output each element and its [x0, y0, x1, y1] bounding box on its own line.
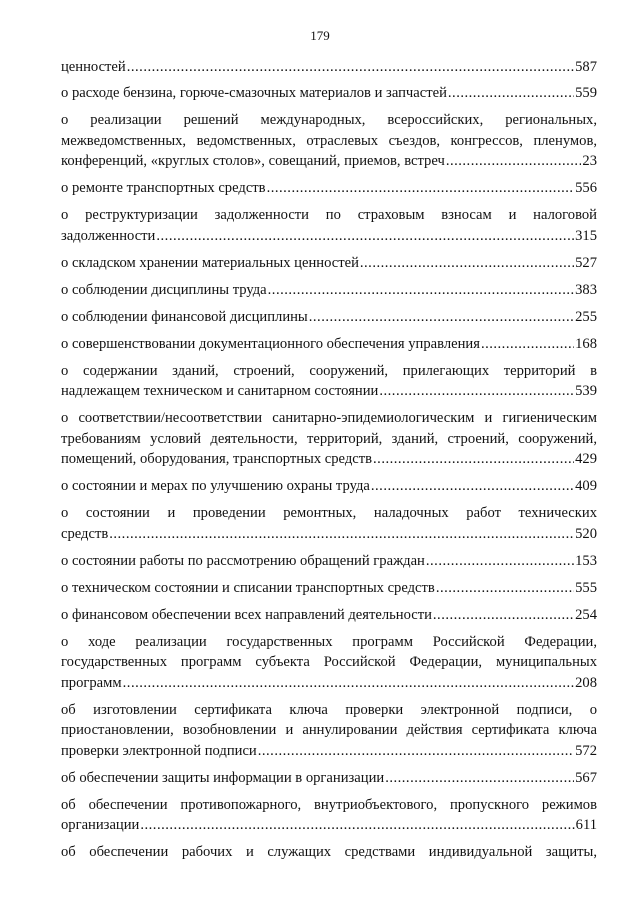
index-entry-last-line [61, 178, 597, 199]
index-entry-line: о реструктуризации задолженности по страховым взносам и налоговой [61, 207, 597, 223]
index-entry-text [61, 700, 597, 762]
index-entry-last-line [61, 226, 597, 247]
index-entry [61, 307, 597, 328]
index-entry [61, 205, 597, 246]
dot-leader [433, 605, 574, 626]
index-entry [61, 842, 597, 863]
index-entry [61, 253, 597, 274]
index-entry-title: о соблюдении финансовой дисциплины [61, 308, 308, 325]
index-entry-text [61, 842, 597, 863]
index-entry-title: о складском хранении материальных ценностей [61, 254, 359, 271]
index-entry [61, 110, 597, 172]
index-entry [61, 408, 597, 470]
index-entry-text [61, 334, 597, 355]
index-entry-title: программ [61, 674, 122, 691]
index-entry [61, 57, 597, 78]
index-entry-line: приостановлении, возобновлении и аннулировании действия сертификата ключа [61, 722, 597, 738]
index-entry-last-line [61, 551, 597, 572]
index-entry [61, 503, 597, 544]
index-entry-title: о совершенствовании документационного обеспечения управления [61, 335, 480, 352]
index-entry-title: организации [61, 817, 140, 833]
index-entry-title: помещений, оборудования, транспортных средств [61, 451, 373, 467]
index-entry-text [61, 605, 597, 626]
index-entry-text [61, 768, 597, 789]
index-entry-text [61, 795, 597, 836]
index-entry [61, 476, 597, 497]
index-entry-line: о содержании зданий, строений, сооружений, прилегающих территорий в [61, 362, 597, 379]
dot-leader [446, 151, 582, 172]
index-entry-text [61, 205, 597, 246]
index-entry-title: о ремонте транспортных средств [61, 180, 266, 196]
index-entry-page-number: 315 [575, 227, 597, 244]
index-entry-text [61, 578, 597, 599]
index-entry-page-number: 555 [575, 579, 597, 596]
index-entry-title: о соблюдении дисциплины труда [61, 281, 267, 298]
index-entry-last-line [61, 741, 597, 762]
index-entry-last-line [61, 253, 597, 274]
index-entry-last-line [61, 815, 597, 836]
index-entry [61, 795, 597, 836]
index-entry [61, 700, 597, 762]
dot-leader [379, 381, 574, 402]
index-entry-title: проверки электронной подписи [61, 742, 257, 759]
index-entry [61, 83, 597, 104]
index-entry-page-number: 559 [575, 85, 597, 101]
index-entry [61, 361, 597, 402]
index-entry-text [61, 178, 597, 199]
index-entry-line: о соответствии/несоответствии санитарно-эпидемиологическим и гигиеническим [61, 410, 597, 426]
index-entry-page-number: 409 [575, 478, 597, 494]
index-entry-title: конференций, «круглых столов», совещаний, приемов, встреч [61, 153, 445, 169]
index-entry-title: о расходе бензина, горюче-смазочных материалов и запчастей [61, 85, 447, 101]
index-entry-page-number: 587 [575, 59, 597, 75]
index-entry-last-line [61, 605, 597, 626]
page-number: 179 [310, 28, 330, 43]
index-entry-page-number: 611 [575, 817, 597, 833]
index-entry-title: надлежащем техническом и санитарном состоянии [61, 383, 379, 399]
index-entry [61, 551, 597, 572]
index-entry [61, 768, 597, 789]
index-entry-page-number: 567 [575, 769, 597, 786]
index-entry-text [61, 551, 597, 572]
dot-leader [258, 741, 574, 762]
index-entry-title: о финансовом обеспечении всех направлений деятельности [61, 606, 432, 623]
index-entry-page-number: 168 [575, 335, 597, 352]
dot-leader [448, 83, 574, 104]
dot-leader [436, 578, 574, 599]
index-entry-page-number: 254 [575, 606, 597, 623]
index-entry-page-number: 23 [582, 153, 597, 169]
index-entry-last-line [61, 334, 597, 355]
index-entry-last-line [61, 280, 597, 301]
index-entry-title: о состоянии и мерах по улучшению охраны труда [61, 478, 370, 494]
dot-leader [385, 768, 574, 789]
index-entry-last-line [61, 578, 597, 599]
index-entry-title: ценностей [61, 59, 126, 75]
index-entry-text [61, 83, 597, 104]
index-entry-page-number: 527 [575, 254, 597, 271]
index-entry-text [61, 476, 597, 497]
index-entry-line: об обеспечении рабочих и служащих средствами индивидуальной защиты, [61, 844, 597, 860]
index-entry-text [61, 280, 597, 301]
index-entry [61, 334, 597, 355]
index-entry-last-line [61, 673, 597, 694]
index-entry-last-line [61, 449, 597, 470]
index-entry-page-number: 520 [575, 525, 597, 542]
dot-leader [360, 253, 574, 274]
dot-leader [268, 280, 574, 301]
index-entry-text [61, 361, 597, 402]
index-entry-title: о техническом состоянии и списании транспортных средств [61, 579, 435, 596]
dot-leader [127, 57, 574, 78]
index-entry [61, 632, 597, 694]
index-entry-last-line [61, 57, 597, 78]
index-entry-line: требованиям условий деятельности, территорий, зданий, строений, сооружений, [61, 430, 597, 447]
index-entry-line: об изготовлении сертификата ключа проверки электронной подписи, о [61, 701, 597, 718]
index-entry-line: об обеспечении противопожарного, внутриобъектового, пропускного режимов [61, 796, 597, 813]
index-entry-title: средств [61, 525, 109, 542]
index-entry-title: о состоянии работы по рассмотрению обращений граждан [61, 552, 425, 569]
index-entry-title: об обеспечении защиты информации в организации [61, 769, 385, 786]
index-entry [61, 578, 597, 599]
index-entry-last-line [61, 768, 597, 789]
dot-leader [373, 449, 574, 470]
index-entry-text [61, 307, 597, 328]
dot-leader [481, 334, 574, 355]
dot-leader [109, 524, 574, 545]
index-entry [61, 280, 597, 301]
index-entry-page-number: 539 [575, 383, 597, 399]
index-entry-page-number: 572 [575, 742, 597, 759]
index-entry [61, 605, 597, 626]
index-entry-last-line [61, 307, 597, 328]
dot-leader [371, 476, 574, 497]
dot-leader [426, 551, 574, 572]
dot-leader [140, 815, 574, 836]
index-entry-page-number: 208 [575, 674, 597, 691]
index-entry-last-line [61, 83, 597, 104]
index-entry-text [61, 408, 597, 470]
index-entry-line: о ходе реализации государственных программ Российской Федерации, [61, 633, 597, 650]
index-entry-text [61, 57, 597, 78]
index-entry-page-number: 153 [575, 552, 597, 569]
index-entry-text [61, 253, 597, 274]
index-entry-page-number: 255 [575, 308, 597, 325]
index-entry-page-number: 556 [575, 180, 597, 196]
dot-leader [309, 307, 574, 328]
index-entry [61, 178, 597, 199]
dot-leader [267, 178, 575, 199]
index-entry-page-number: 383 [575, 281, 597, 298]
index-entry-last-line [61, 524, 597, 545]
index-entry-title: задолженности [61, 227, 156, 244]
index-entry-last-line [61, 381, 597, 402]
index-entry-text [61, 503, 597, 544]
index-list [61, 57, 597, 869]
index-entry-line: о реализации решений международных, всероссийских, региональных, [61, 112, 597, 128]
index-entry-text [61, 632, 597, 694]
index-entry-last-line [61, 151, 597, 172]
dot-leader [156, 226, 574, 247]
index-entry-line: межведомственных, ведомственных, отраслевых съездов, конгрессов, пленумов, [61, 132, 597, 149]
dot-leader [123, 673, 574, 694]
index-entry-last-line [61, 476, 597, 497]
index-entry-line: о состоянии и проведении ремонтных, наладочных работ технических [61, 505, 597, 521]
index-entry-line: государственных программ субъекта Российской Федерации, муниципальных [61, 654, 597, 670]
index-entry-text [61, 110, 597, 172]
index-entry-page-number: 429 [575, 451, 597, 467]
